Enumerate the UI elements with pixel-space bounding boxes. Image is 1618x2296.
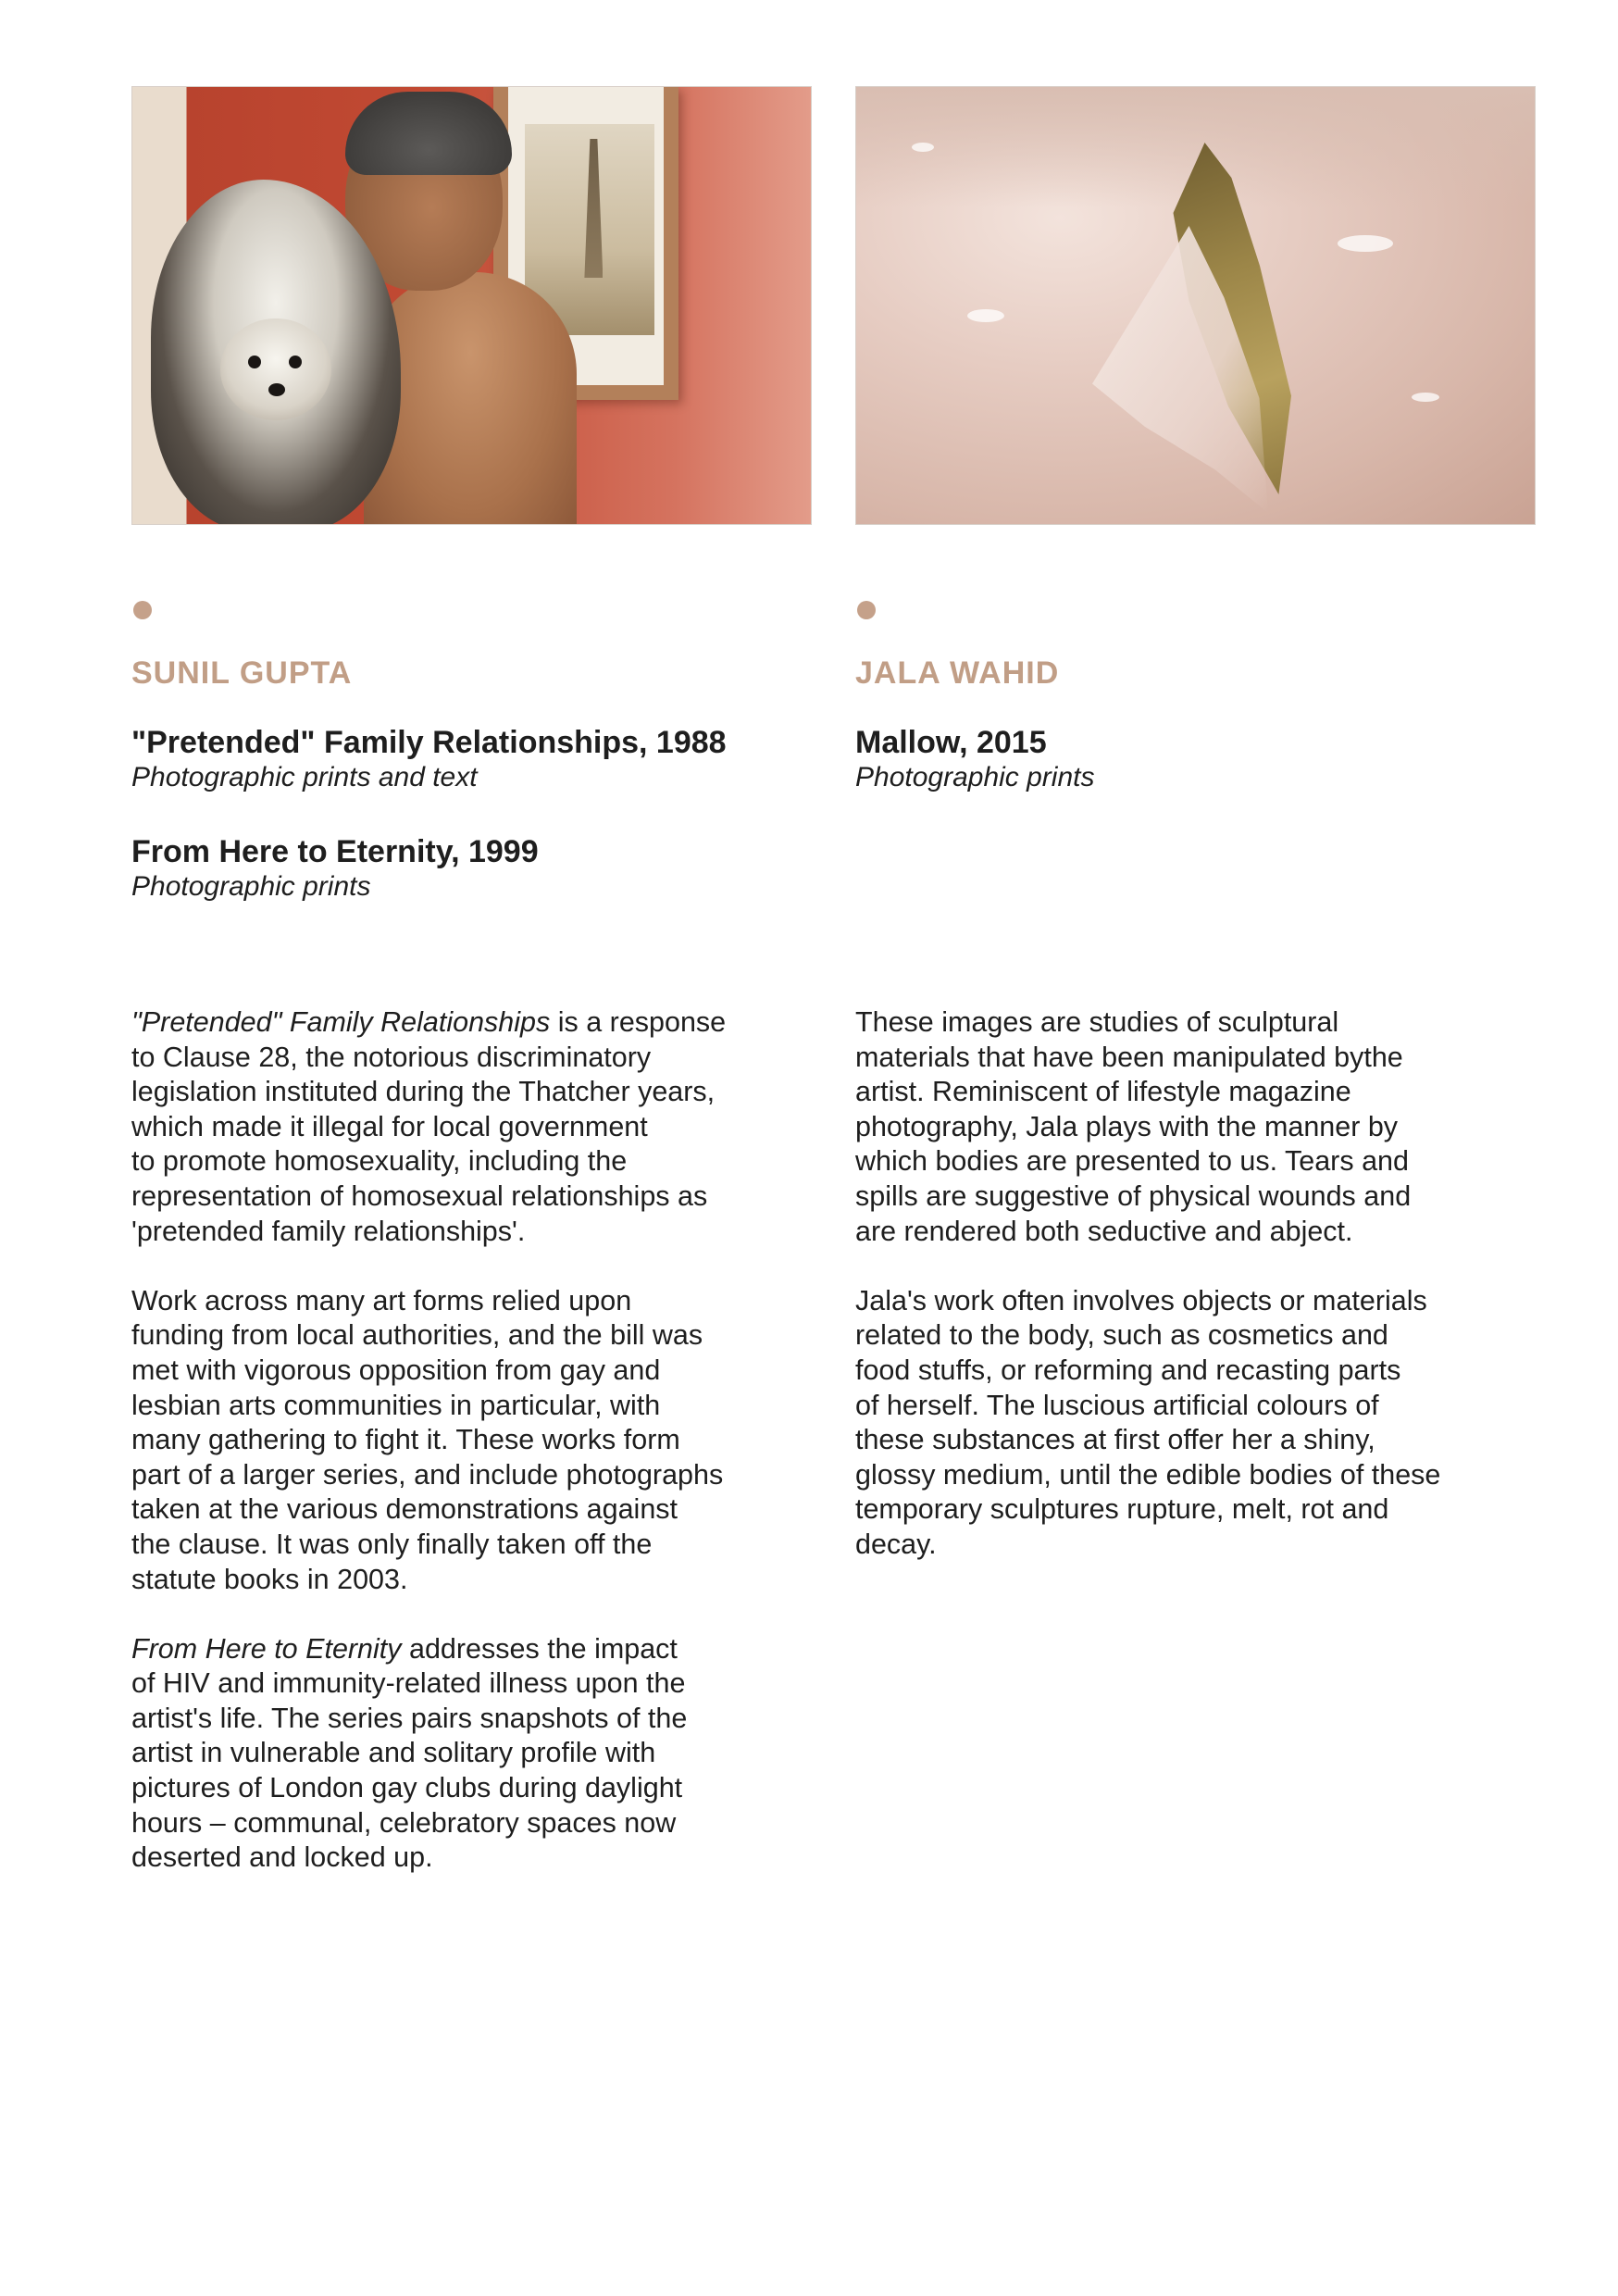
paragraph: Work across many art forms relied upon funding from local authorities, and the bill was met with vigorous opposition from gay and lesbian arts communities in particular, with many gathering to fight it. These works form part of a larger series, and include photographs taken at the various demonstrations against the clause. It was only finally taken off the statute books in 2003. <box>131 1284 724 1595</box>
work-medium: Photographic prints <box>131 871 371 902</box>
work-medium: Photographic prints and text <box>131 762 478 792</box>
artist-name: JALA WAHID <box>855 655 1060 691</box>
artist-column-sunil-gupta <box>131 86 812 904</box>
work-title: Mallow, 2015 <box>855 725 1047 760</box>
paragraph: These images are studies of sculptural materials that have been manipulated bythe artist. Reminiscent of lifestyle magazine photography, Jala plays with the manner by which bodies are presented to us. Tears and spills are suggestive of physical wounds and are rendered both seductive and abject. <box>855 1006 1412 1247</box>
bullet-dot <box>857 601 876 619</box>
paragraph: From Here to Eternity addresses the impact of HIV and immunity-related illness upon the artist's life. The series pairs snapshots of the artist in vulnerable and solitary profile with pictures of London gay clubs during daylight hours – communal, celebratory spaces now deserted and locked up. <box>131 1632 688 1874</box>
body-text-sunil-gupta <box>131 1005 816 1910</box>
artwork-photo-mallow <box>855 86 1536 525</box>
body-text-jala-wahid <box>855 1005 1540 1597</box>
bullet-dot <box>133 601 152 619</box>
artist-name: SUNIL GUPTA <box>131 655 353 691</box>
paragraph: "Pretended" Family Relationships is a response to Clause 28, the notorious discriminatory legislation instituted during the Thatcher years, which made it illegal for local government to promote homosexuality, including the representation of homosexual relationships as 'pretended family relationships'. <box>131 1006 727 1247</box>
paragraph: Jala's work often involves objects or materials related to the body, such as cosmetics and food stuffs, or reforming and recasting parts of herself. The luscious artificial colours of these substances at first offer her a shiny, glossy medium, until the edible bodies of these temporary sculptures rupture, melt, rot and decay. <box>855 1284 1441 1560</box>
work-medium: Photographic prints <box>855 762 1095 792</box>
artwork-photo-man-with-dog <box>131 86 812 525</box>
work-title: From Here to Eternity, 1999 <box>131 834 539 869</box>
artist-column-jala-wahid <box>855 86 1536 794</box>
work-title: "Pretended" Family Relationships, 1988 <box>131 725 727 760</box>
